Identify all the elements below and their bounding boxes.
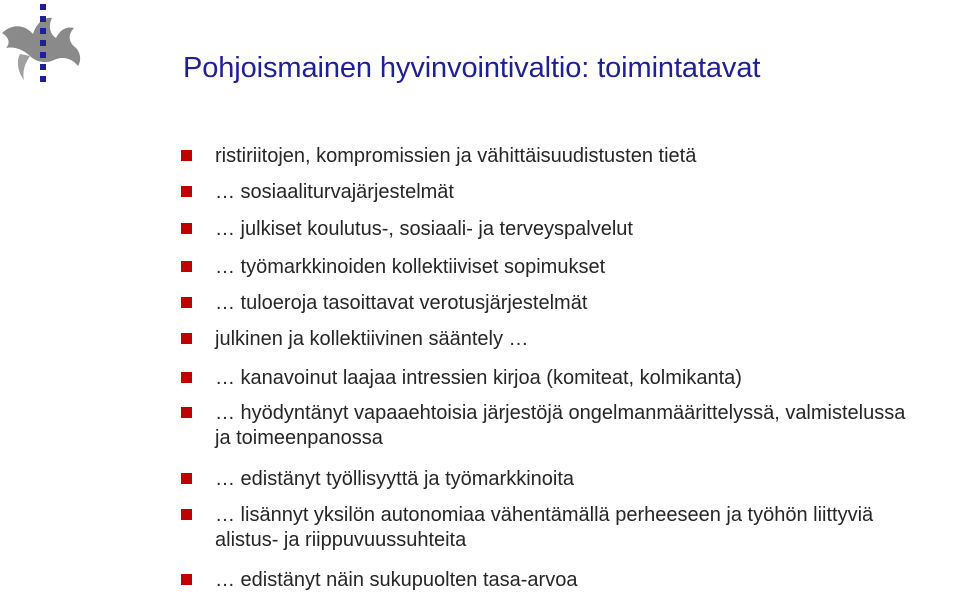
- bullet-text: … lisännyt yksilön autonomiaa vähentämällä perheeseen ja työhön liittyviä alistus- ja riippuvuussuhteita: [215, 504, 874, 551]
- bullet-square-icon: [181, 473, 192, 484]
- bullet-text: … tuloeroja tasoittavat verotusjärjestelmät: [215, 292, 588, 314]
- bullet-square-icon: [181, 261, 192, 272]
- bullet-square-icon: [181, 574, 192, 585]
- bullet-text: … edistänyt näin sukupuolten tasa-arvoa: [215, 569, 578, 591]
- bullet-text: … työmarkkinoiden kollektiiviset sopimukset: [215, 256, 606, 278]
- bullet-text: … kanavoinut laajaa intressien kirjoa (komiteat, kolmikanta): [215, 367, 742, 389]
- bullet-square-icon: [181, 407, 192, 418]
- bullet-text: … julkiset koulutus-, sosiaali- ja terveyspalvelut: [215, 218, 633, 240]
- bullet-square-icon: [181, 150, 192, 161]
- bullet-square-icon: [181, 509, 192, 520]
- bullet-text: … hyödyntänyt vapaaehtoisia järjestöjä ongelmanmäärittelyssä, valmistelussa ja toimeenpanossa: [215, 402, 906, 449]
- bullet-text: … edistänyt työllisyyttä ja työmarkkinoita: [215, 468, 575, 490]
- bullet-square-icon: [181, 333, 192, 344]
- bullet-text: ristiriitojen, kompromissien ja vähittäisuudistusten tietä: [215, 145, 697, 167]
- bullet-square-icon: [181, 372, 192, 383]
- slide-title: Pohjoismainen hyvinvointivaltio: toimintatavat: [183, 52, 761, 84]
- bullet-square-icon: [181, 223, 192, 234]
- bullet-square-icon: [181, 186, 192, 197]
- bullet-text: … sosiaaliturvajärjestelmät: [215, 181, 454, 203]
- bullet-text: julkinen ja kollektiivinen sääntely …: [215, 328, 529, 350]
- bullet-square-icon: [181, 297, 192, 308]
